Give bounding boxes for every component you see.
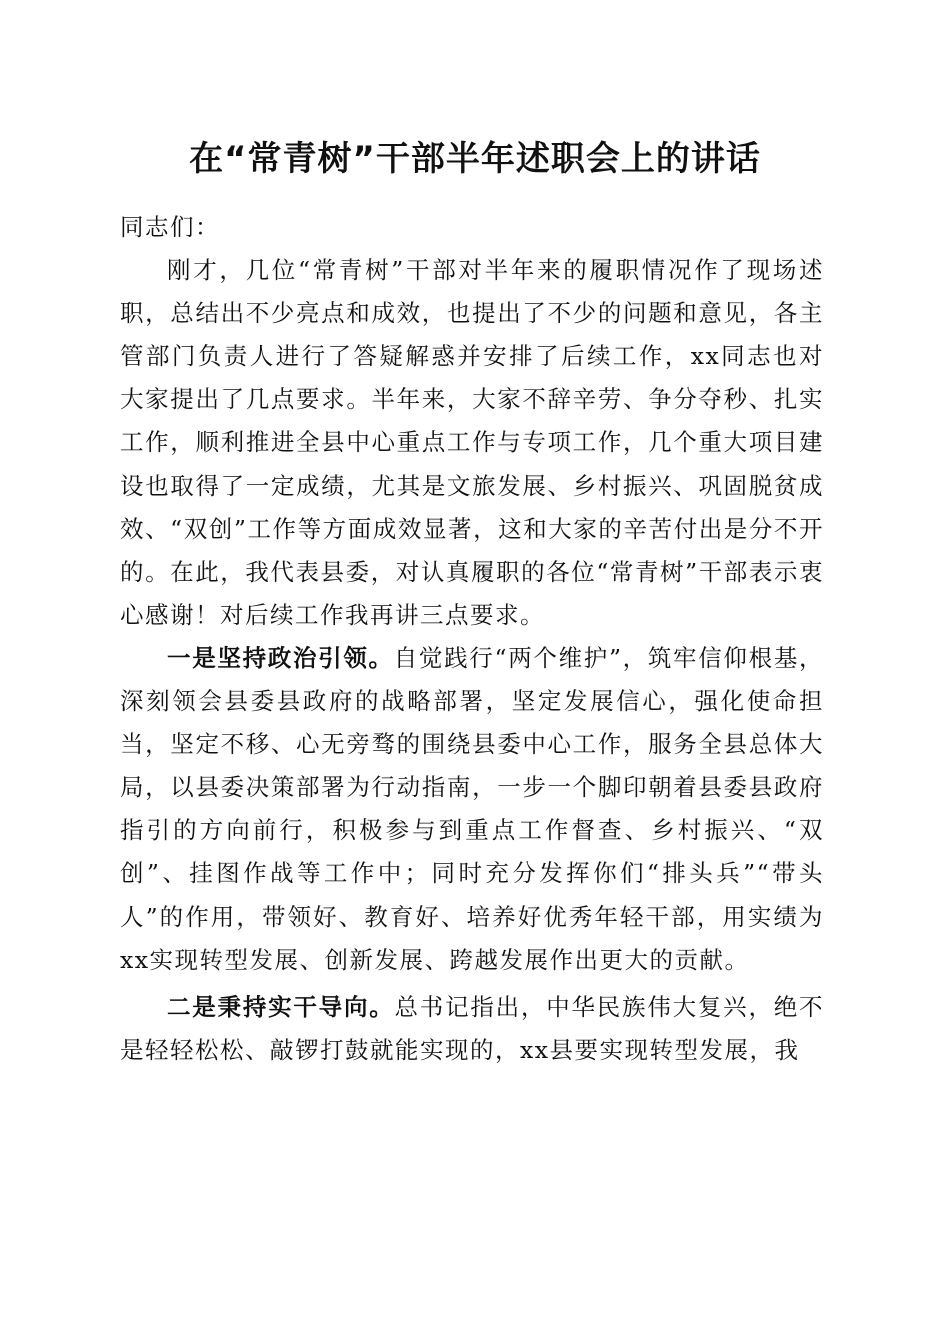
paragraph-intro: [120, 249, 824, 637]
paragraph-point-two: [120, 986, 824, 1072]
paragraph-lead: 二是秉持实干导向。: [167, 992, 395, 1021]
paragraph-text: 自觉践行“两个维护”，筑牢信仰根基，深刻领会县委县政府的战略部署，坚定发展信心，强化使命担当，坚定不移、心无旁骛的围绕县委中心工作，服务全县总体大局，以县委决策部署为行动指南，一步一个脚印朝着县委县政府指引的方向前行，积极参与到重点工作督查、乡村振兴、“双创”、挂图作战等工作中；同时充分发挥你们“排头兵”“带头人”的作用，带领好、教育好、培养好优秀年轻干部，用实绩为xx实现转型发展、创新发展、跨越发展作出更大的贡献。: [120, 643, 825, 974]
paragraph-point-one: [120, 637, 824, 982]
document-title: 在“常青树”干部半年述职会上的讲话: [189, 139, 761, 179]
document-body: [120, 206, 824, 1072]
paragraph-text: 总书记指出，中华民族伟大复兴，绝不是轻轻松松、敲锣打鼓就能实现的，xx县要实现转型发展，我: [120, 992, 825, 1064]
paragraph-lead: 一是坚持政治引领。: [167, 643, 394, 672]
salutation: 同志们：: [120, 213, 220, 241]
paragraph-text: 刚才，几位“常青树”干部对半年来的履职情况作了现场述职，总结出不少亮点和成效，也提出了不少的问题和意见，各主管部门负责人进行了答疑解惑并安排了后续工作，xx同志也对大家提出了几点要求。半年来，大家不辞辛劳、争分夺秒、扎实工作，顺利推进全县中心重点工作与专项工作，几个重大项目建设也取得了一定成绩，尤其是文旅发展、乡村振兴、巩固脱贫成效、“双创”工作等方面成效显著，这和大家的辛苦付出是分不开的。在此，我代表县委，对认真履职的各位“常青树”干部表示衷心感谢！对后续工作我再讲三点要求。: [120, 256, 824, 629]
